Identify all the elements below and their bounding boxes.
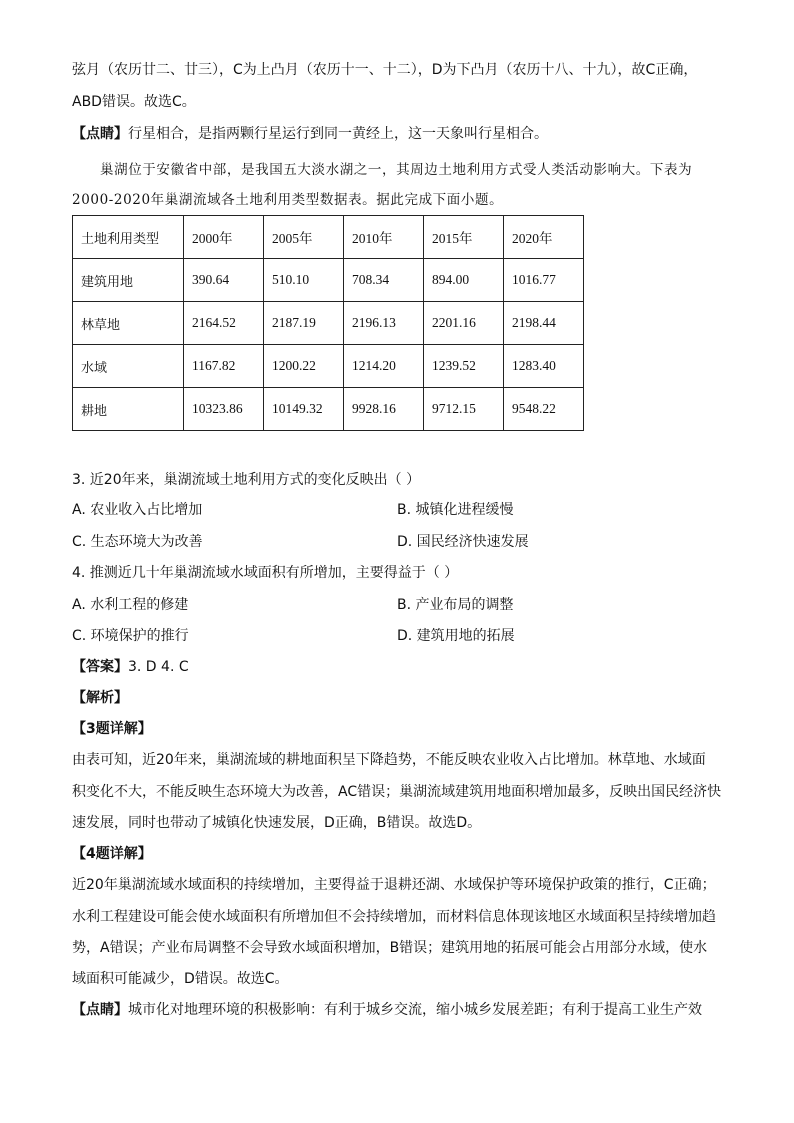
dianjing-tag: 【点睛】 (72, 126, 128, 142)
dianjing-tag: 【点睛】 (72, 1002, 128, 1018)
table-cell: 708.34 (344, 259, 424, 302)
question-4-option-d: D. 建筑用地的拓展 (397, 628, 515, 644)
table-cell: 2164.52 (184, 302, 264, 345)
q3-detail-line-1: 由表可知，近20年来，巢湖流域的耕地面积呈下降趋势，不能反映农业收入占比增加。林草地、水域面 (72, 752, 706, 768)
q3-detail-line-2: 积变化不大，不能反映生态环境大为改善，AC错误；巢湖流域建筑用地面积增加最多，反映出国民经济快 (72, 784, 722, 800)
table-cell: 1214.20 (344, 345, 424, 388)
table-row (73, 345, 584, 388)
answer-tag: 【答案】 (72, 659, 128, 675)
q4-detail-line-4: 域面积可能减少，D错误。故选C。 (72, 971, 289, 987)
table-cell: 2198.44 (504, 302, 584, 345)
q3-detail-heading: 【3题详解】 (72, 721, 152, 737)
table-row (73, 259, 584, 302)
analysis-heading: 【解析】 (72, 690, 128, 706)
table-cell: 水域 (73, 345, 184, 388)
table-cell: 10323.86 (184, 388, 264, 431)
table-cell: 2196.13 (344, 302, 424, 345)
table-cell: 1239.52 (424, 345, 504, 388)
question-4-stem: 4. 推测近几十年巢湖流域水域面积有所增加，主要得益于（ ） (72, 565, 459, 581)
dianjing-text: 行星相合，是指两颗行星运行到同一黄经上，这一天象叫行星相合。 (128, 126, 548, 142)
q4-detail-line-3: 势，A错误；产业布局调整不会导致水域面积增加，B错误；建筑用地的拓展可能会占用部分水域，使水 (72, 940, 708, 956)
table-header-cell: 2010年 (344, 216, 424, 259)
answer-line (72, 657, 189, 677)
table-header-row (73, 216, 584, 259)
land-use-table (72, 215, 584, 431)
table-cell: 2201.16 (424, 302, 504, 345)
table-cell: 林草地 (73, 302, 184, 345)
passage-line-1: 巢湖位于安徽省中部，是我国五大淡水湖之一，其周边土地利用方式受人类活动影响大。下表为 (100, 162, 693, 178)
q3-detail-line-3: 速发展，同时也带动了城镇化快速发展，D正确，B错误。故选D。 (72, 815, 482, 831)
answer-text: 3. D 4. C (128, 659, 189, 675)
table-cell: 1016.77 (504, 259, 584, 302)
table-cell: 1200.22 (264, 345, 344, 388)
table-cell: 10149.32 (264, 388, 344, 431)
table-cell: 510.10 (264, 259, 344, 302)
table-cell: 894.00 (424, 259, 504, 302)
q4-detail-line-1: 近20年巢湖流域水域面积的持续增加，主要得益于退耕还湖、水域保护等环境保护政策的推行，C正确； (72, 877, 716, 893)
table-header-cell: 2000年 (184, 216, 264, 259)
table-cell: 耕地 (73, 388, 184, 431)
table-cell: 建筑用地 (73, 259, 184, 302)
question-3-option-b: B. 城镇化进程缓慢 (397, 502, 514, 518)
passage-line-2: 2000-2020年巢湖流域各土地利用类型数据表。据此完成下面小题。 (72, 192, 504, 208)
question-3-option-d: D. 国民经济快速发展 (397, 534, 529, 550)
table-header-cell: 土地利用类型 (73, 216, 184, 259)
table-cell: 2187.19 (264, 302, 344, 345)
q4-detail-line-2: 水利工程建设可能会使水域面积有所增加但不会持续增加，而材料信息体现该地区水域面积呈持续增加趋 (72, 909, 716, 925)
intro-line-2: ABD错误。故选C。 (72, 94, 196, 110)
table-header-cell: 2005年 (264, 216, 344, 259)
q4-detail-heading: 【4题详解】 (72, 846, 152, 862)
dianjing-note-2 (72, 1000, 702, 1020)
table-header-cell: 2020年 (504, 216, 584, 259)
table-cell: 1283.40 (504, 345, 584, 388)
question-3-option-c: C. 生态环境大为改善 (72, 534, 203, 550)
question-3-option-a: A. 农业收入占比增加 (72, 502, 203, 518)
intro-line-1: 弦月（农历廿二、廿三），C为上凸月（农历十一、十二），D为下凸月（农历十八、十九），故C正确， (72, 62, 698, 78)
table-cell: 9712.15 (424, 388, 504, 431)
table-cell: 9548.22 (504, 388, 584, 431)
table-row (73, 302, 584, 345)
table-header-cell: 2015年 (424, 216, 504, 259)
table-cell: 390.64 (184, 259, 264, 302)
question-4-option-b: B. 产业布局的调整 (397, 597, 514, 613)
dianjing-note-1 (72, 124, 548, 144)
question-4-option-c: C. 环境保护的推行 (72, 628, 189, 644)
table-row (73, 388, 584, 431)
table-cell: 1167.82 (184, 345, 264, 388)
question-4-option-a: A. 水利工程的修建 (72, 597, 189, 613)
table-cell: 9928.16 (344, 388, 424, 431)
question-3-stem: 3. 近20年来，巢湖流域土地利用方式的变化反映出（ ） (72, 472, 421, 488)
dianjing-text: 城市化对地理环境的积极影响：有利于城乡交流，缩小城乡发展差距；有利于提高工业生产效 (128, 1002, 702, 1018)
